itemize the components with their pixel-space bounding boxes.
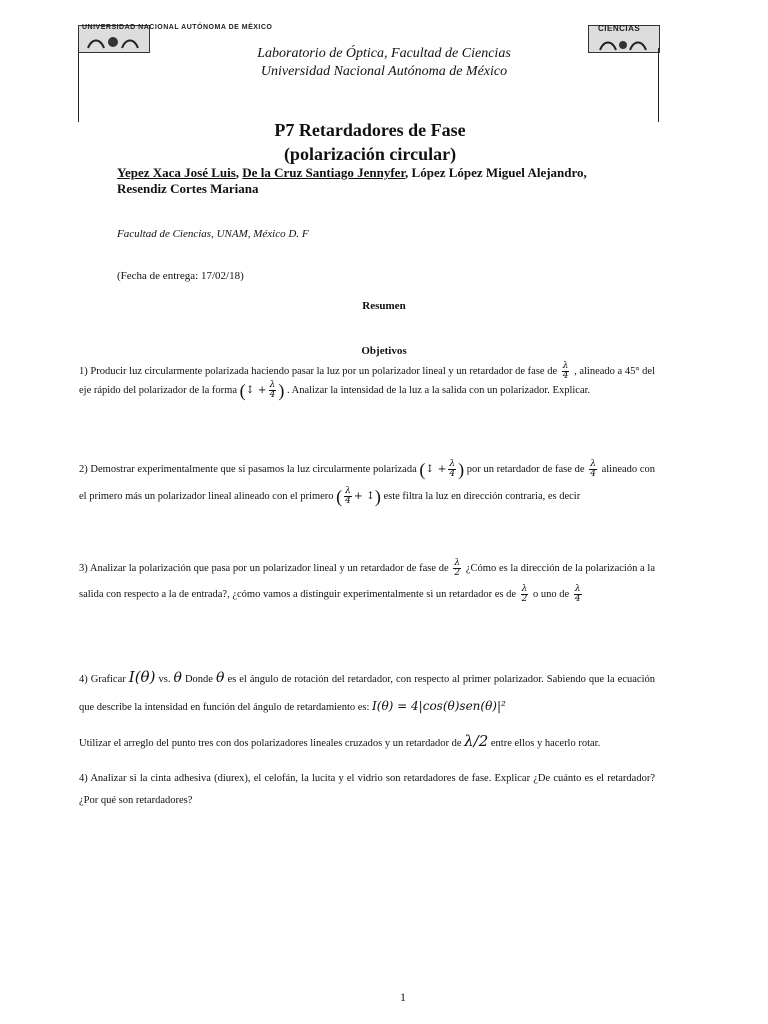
section-objectives-heading: Objetivos [361,345,407,357]
logo-left-text: UNIVERSIDAD NACIONAL AUTÓNOMA DE MÉXICO [82,24,273,31]
header-line-1: Laboratorio de Óptica, Facultad de Ciencias [257,46,511,61]
authors: Yepez Xaca José Luis, De la Cruz Santiago Jennyfer, López López Miguel Alejandro, Resendiz Cortes Mariana [117,165,587,196]
objective-5: 4) Analizar si la cinta adhesiva (diurex), el celofán, la lucita y el vidrio son retardadores de fase. Explicar ¿De cuánto es el retardador? ¿Por qué son retardadores? [79,773,655,806]
objective-4-note: Utilizar el arreglo del punto tres con dos polarizadores lineales cruzados y un retardador de λ/2 entre ellos y hacerlo rotar. [79,732,601,750]
section-summary-heading: Resumen [362,300,406,312]
author-1: Yepez Xaca José Luis [117,165,236,180]
authors-rest: , López López Miguel Alejandro, Resendiz Cortes Mariana [117,165,587,196]
header-line-2: Universidad Nacional Autónoma de México [260,64,508,79]
objective-3: 3) Analizar la polarización que pasa por un polarizador lineal y un retardador de fase de $\frac{\lambda}{2}$ ¿Cómo es la dirección de la polarización a la salida con respecto a la de entrada?, ¿cómo vamos a distinguir experimentalmente si un retardador es de $\frac{\lambda}{2}$ o uno de $\frac{\lambda}{4}$ [79,558,656,605]
objective-2: 2) Demostrar experimentalmente que si pasamos la luz circularmente polarizada (↕ + $\frac{\lambda}{4}$ ) por un retardador de fase de $\frac{\lambda}{4}$ alineado con el primero más un polarizador lineal alineado con el primero ( $\frac{\lambda}{4}$ + ↕) este filtra la luz en dirección contraria, es decir [79,459,655,507]
delivery-date: (Fecha de entrega: 17/02/18) [117,270,244,282]
unam-logo [78,22,273,102]
fraction-lambda-2: $\frac{\lambda}{2}$ [454,558,461,579]
author-2: De la Cruz Santiago Jennyfer [242,165,406,180]
document-title: P7 Retardadores de Fase [274,120,466,140]
page-number: 1 [400,990,406,1004]
document-subtitle: (polarización circular) [283,144,457,164]
objective-4: 4) Graficar I(θ) vs. θ Donde θ es el ángulo de rotación del retardador, con respecto al primer polarizador. Sabiendo que la ecuación que describe la intensidad en función del ángulo de retardamiento es: I(θ) = 4|cos(θ)sen(θ)|² [79,668,655,713]
affiliation: Facultad de Ciencias, UNAM, México D. F [117,228,309,240]
objective-1: 1) Producir luz circularmente polarizada haciendo pasar la luz por un polarizador lineal y un retardador de fase de $\frac{\lambda}{4}$ , alineado a 45° del eje rápido del polarizador de la forma (↕ + $\frac{\lambda}{4}$ ) . Analizar la intensidad de la luz a la salida con un polarizador. Explicar. [79,361,655,401]
logo-right-text: CIENCIAS [598,24,641,33]
fraction-lambda-4: $\frac{\lambda}{4}$ [562,361,569,381]
ciencias-logo [588,22,660,102]
intensity-equation: I(θ) = 4|cos(θ)sen(θ)|² [372,699,506,713]
